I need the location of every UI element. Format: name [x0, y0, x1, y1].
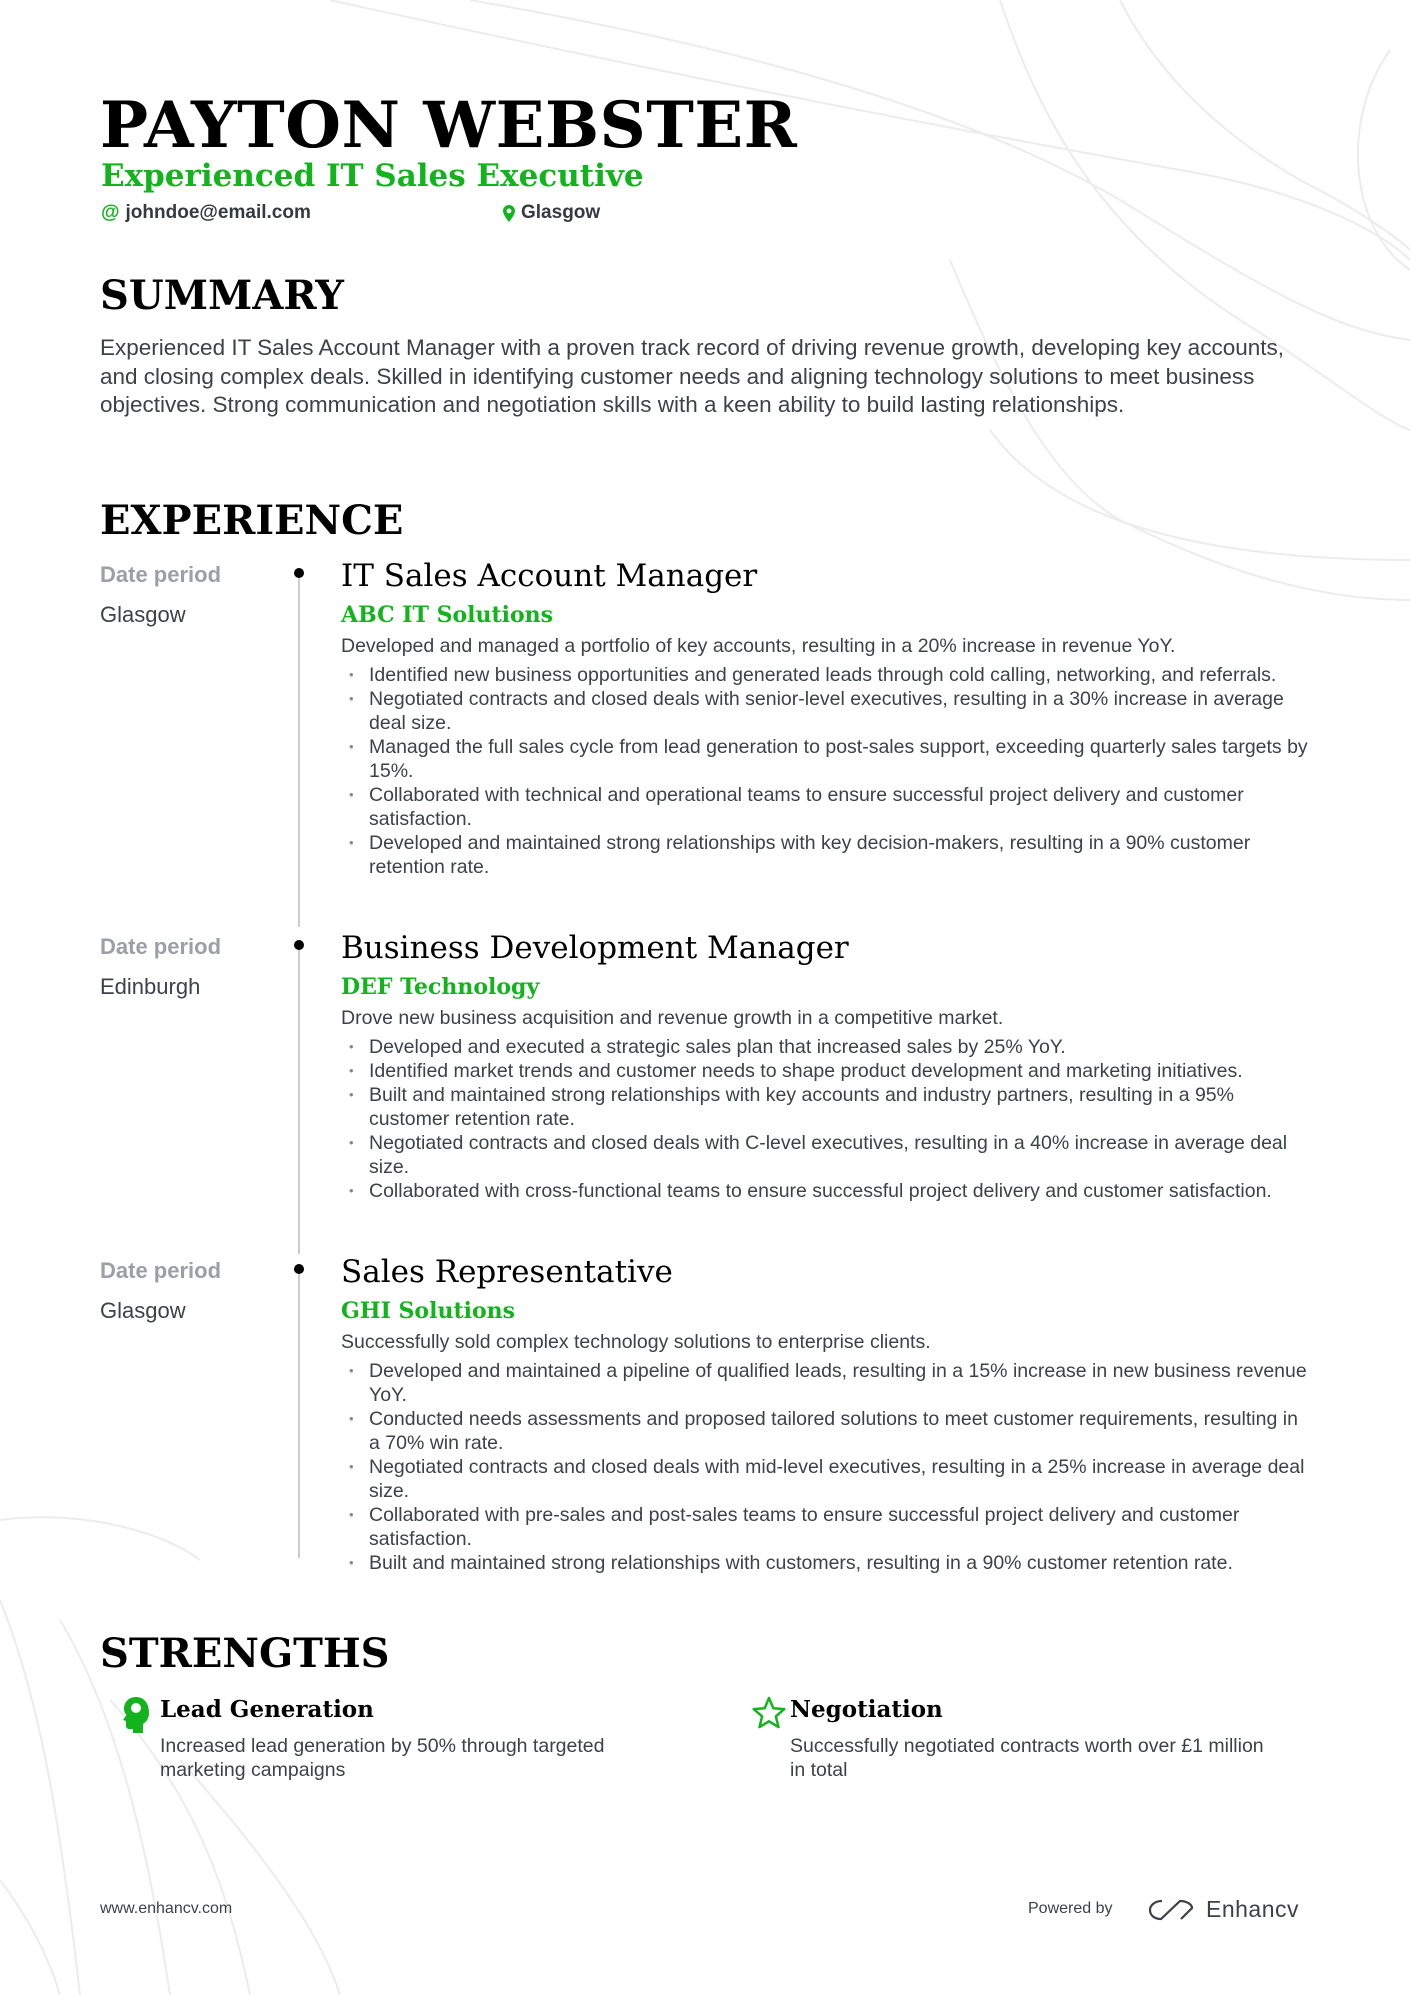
at-icon: @: [101, 202, 120, 223]
summary-heading: SUMMARY: [100, 272, 344, 319]
job-company: GHI Solutions: [341, 1298, 516, 1324]
list-item: • Built and maintained strong relationships with customers, resulting in a 90% customer retention rate.: [341, 1551, 1311, 1575]
list-item: • Conducted needs assessments and proposed tailored solutions to meet customer requirements, resulting in a 70% win rate.: [341, 1407, 1311, 1455]
summary-text: Experienced IT Sales Account Manager with a proven track record of driving revenue growth, developing key accounts, and closing complex deals. Skilled in identifying customer needs and aligning technology solutions to meet business objectives. Strong communication and negotiation skills with a keen ability to build lasting relationships.: [100, 335, 1284, 418]
list-item: • Identified market trends and customer needs to shape product development and marketing initiatives.: [341, 1059, 1311, 1083]
list-item: • Collaborated with cross-functional teams to ensure successful project delivery and customer satisfaction.: [341, 1179, 1311, 1203]
contact-email: [101, 202, 311, 224]
job-bullets: [341, 663, 1311, 879]
strength-title: Lead Generation: [160, 1696, 374, 1723]
list-item: • Developed and maintained strong relationships with key decision-makers, resulting in a 90% customer retention rate.: [341, 831, 1311, 879]
timeline-line: [298, 944, 300, 1254]
head-icon: [122, 1696, 150, 1734]
list-item: • Managed the full sales cycle from lead generation to post-sales support, exceeding quarterly sales targets by 15%.: [341, 735, 1311, 783]
list-item: • Developed and maintained a pipeline of qualified leads, resulting in a 15% increase in new business revenue YoY.: [341, 1359, 1311, 1407]
job-description: Successfully sold complex technology solutions to enterprise clients.: [341, 1331, 931, 1353]
enhancv-logo-icon: [1148, 1898, 1194, 1922]
list-item: • Negotiated contracts and closed deals with senior-level executives, resulting in a 30% increase in average deal size.: [341, 687, 1311, 735]
list-item: • Negotiated contracts and closed deals with C-level executives, resulting in a 40% increase in average deal size.: [341, 1131, 1311, 1179]
strengths-heading: STRENGTHS: [100, 1630, 390, 1677]
job-bullets: [341, 1035, 1311, 1203]
timeline-line: [298, 1268, 300, 1558]
strength-description: Increased lead generation by 50% through targeted marketing campaigns: [160, 1735, 605, 1781]
job-title: IT Sales Account Manager: [341, 558, 758, 594]
star-icon: [752, 1696, 786, 1730]
job-company: ABC IT Solutions: [341, 602, 554, 628]
job-location: Glasgow: [100, 1298, 186, 1323]
experience-heading: EXPERIENCE: [100, 497, 404, 544]
job-date: Date period: [100, 1258, 222, 1283]
job-description: Developed and managed a portfolio of key accounts, resulting in a 20% increase in revenue YoY.: [341, 635, 1176, 657]
list-item: • Identified new business opportunities and generated leads through cold calling, networking, and referrals.: [341, 663, 1311, 687]
job-location: Glasgow: [100, 602, 186, 627]
timeline-dot: [294, 1264, 304, 1274]
timeline-dot: [294, 568, 304, 578]
list-item: • Collaborated with pre-sales and post-sales teams to ensure successful project delivery and customer satisfaction.: [341, 1503, 1311, 1551]
footer-powered-by: Powered by: [1028, 1900, 1113, 1917]
candidate-title: Experienced IT Sales Executive: [101, 158, 644, 194]
job-bullets: [341, 1359, 1311, 1575]
job-date: Date period: [100, 562, 222, 587]
job-company: DEF Technology: [341, 974, 540, 1000]
enhancv-brand: Enhancv: [1206, 1896, 1300, 1922]
enhancv-logo[interactable]: [1148, 1896, 1299, 1923]
location-pin-icon: [503, 205, 515, 222]
list-item: • Built and maintained strong relationships with key accounts and industry partners, resulting in a 95% customer retention rate.: [341, 1083, 1311, 1131]
strength-title: Negotiation: [790, 1696, 943, 1723]
list-item: • Collaborated with technical and operational teams to ensure successful project delivery and customer satisfaction.: [341, 783, 1311, 831]
job-title: Business Development Manager: [341, 930, 849, 966]
job-title: Sales Representative: [341, 1254, 673, 1290]
timeline-line: [298, 572, 300, 927]
list-item: • Negotiated contracts and closed deals with mid-level executives, resulting in a 25% increase in average deal size.: [341, 1455, 1311, 1503]
timeline-dot: [294, 940, 304, 950]
job-location: Edinburgh: [100, 974, 201, 999]
contact-location: [503, 202, 600, 224]
email-text: johndoe@email.com: [125, 202, 311, 223]
location-text: Glasgow: [521, 202, 601, 223]
list-item: • Developed and executed a strategic sales plan that increased sales by 25% YoY.: [341, 1035, 1311, 1059]
candidate-name: PAYTON WEBSTER: [100, 88, 798, 163]
footer-website[interactable]: www.enhancv.com: [100, 1900, 233, 1917]
strength-description: Successfully negotiated contracts worth over £1 million in total: [790, 1735, 1264, 1781]
job-description: Drove new business acquisition and revenue growth in a competitive market.: [341, 1007, 1004, 1029]
job-date: Date period: [100, 934, 222, 959]
